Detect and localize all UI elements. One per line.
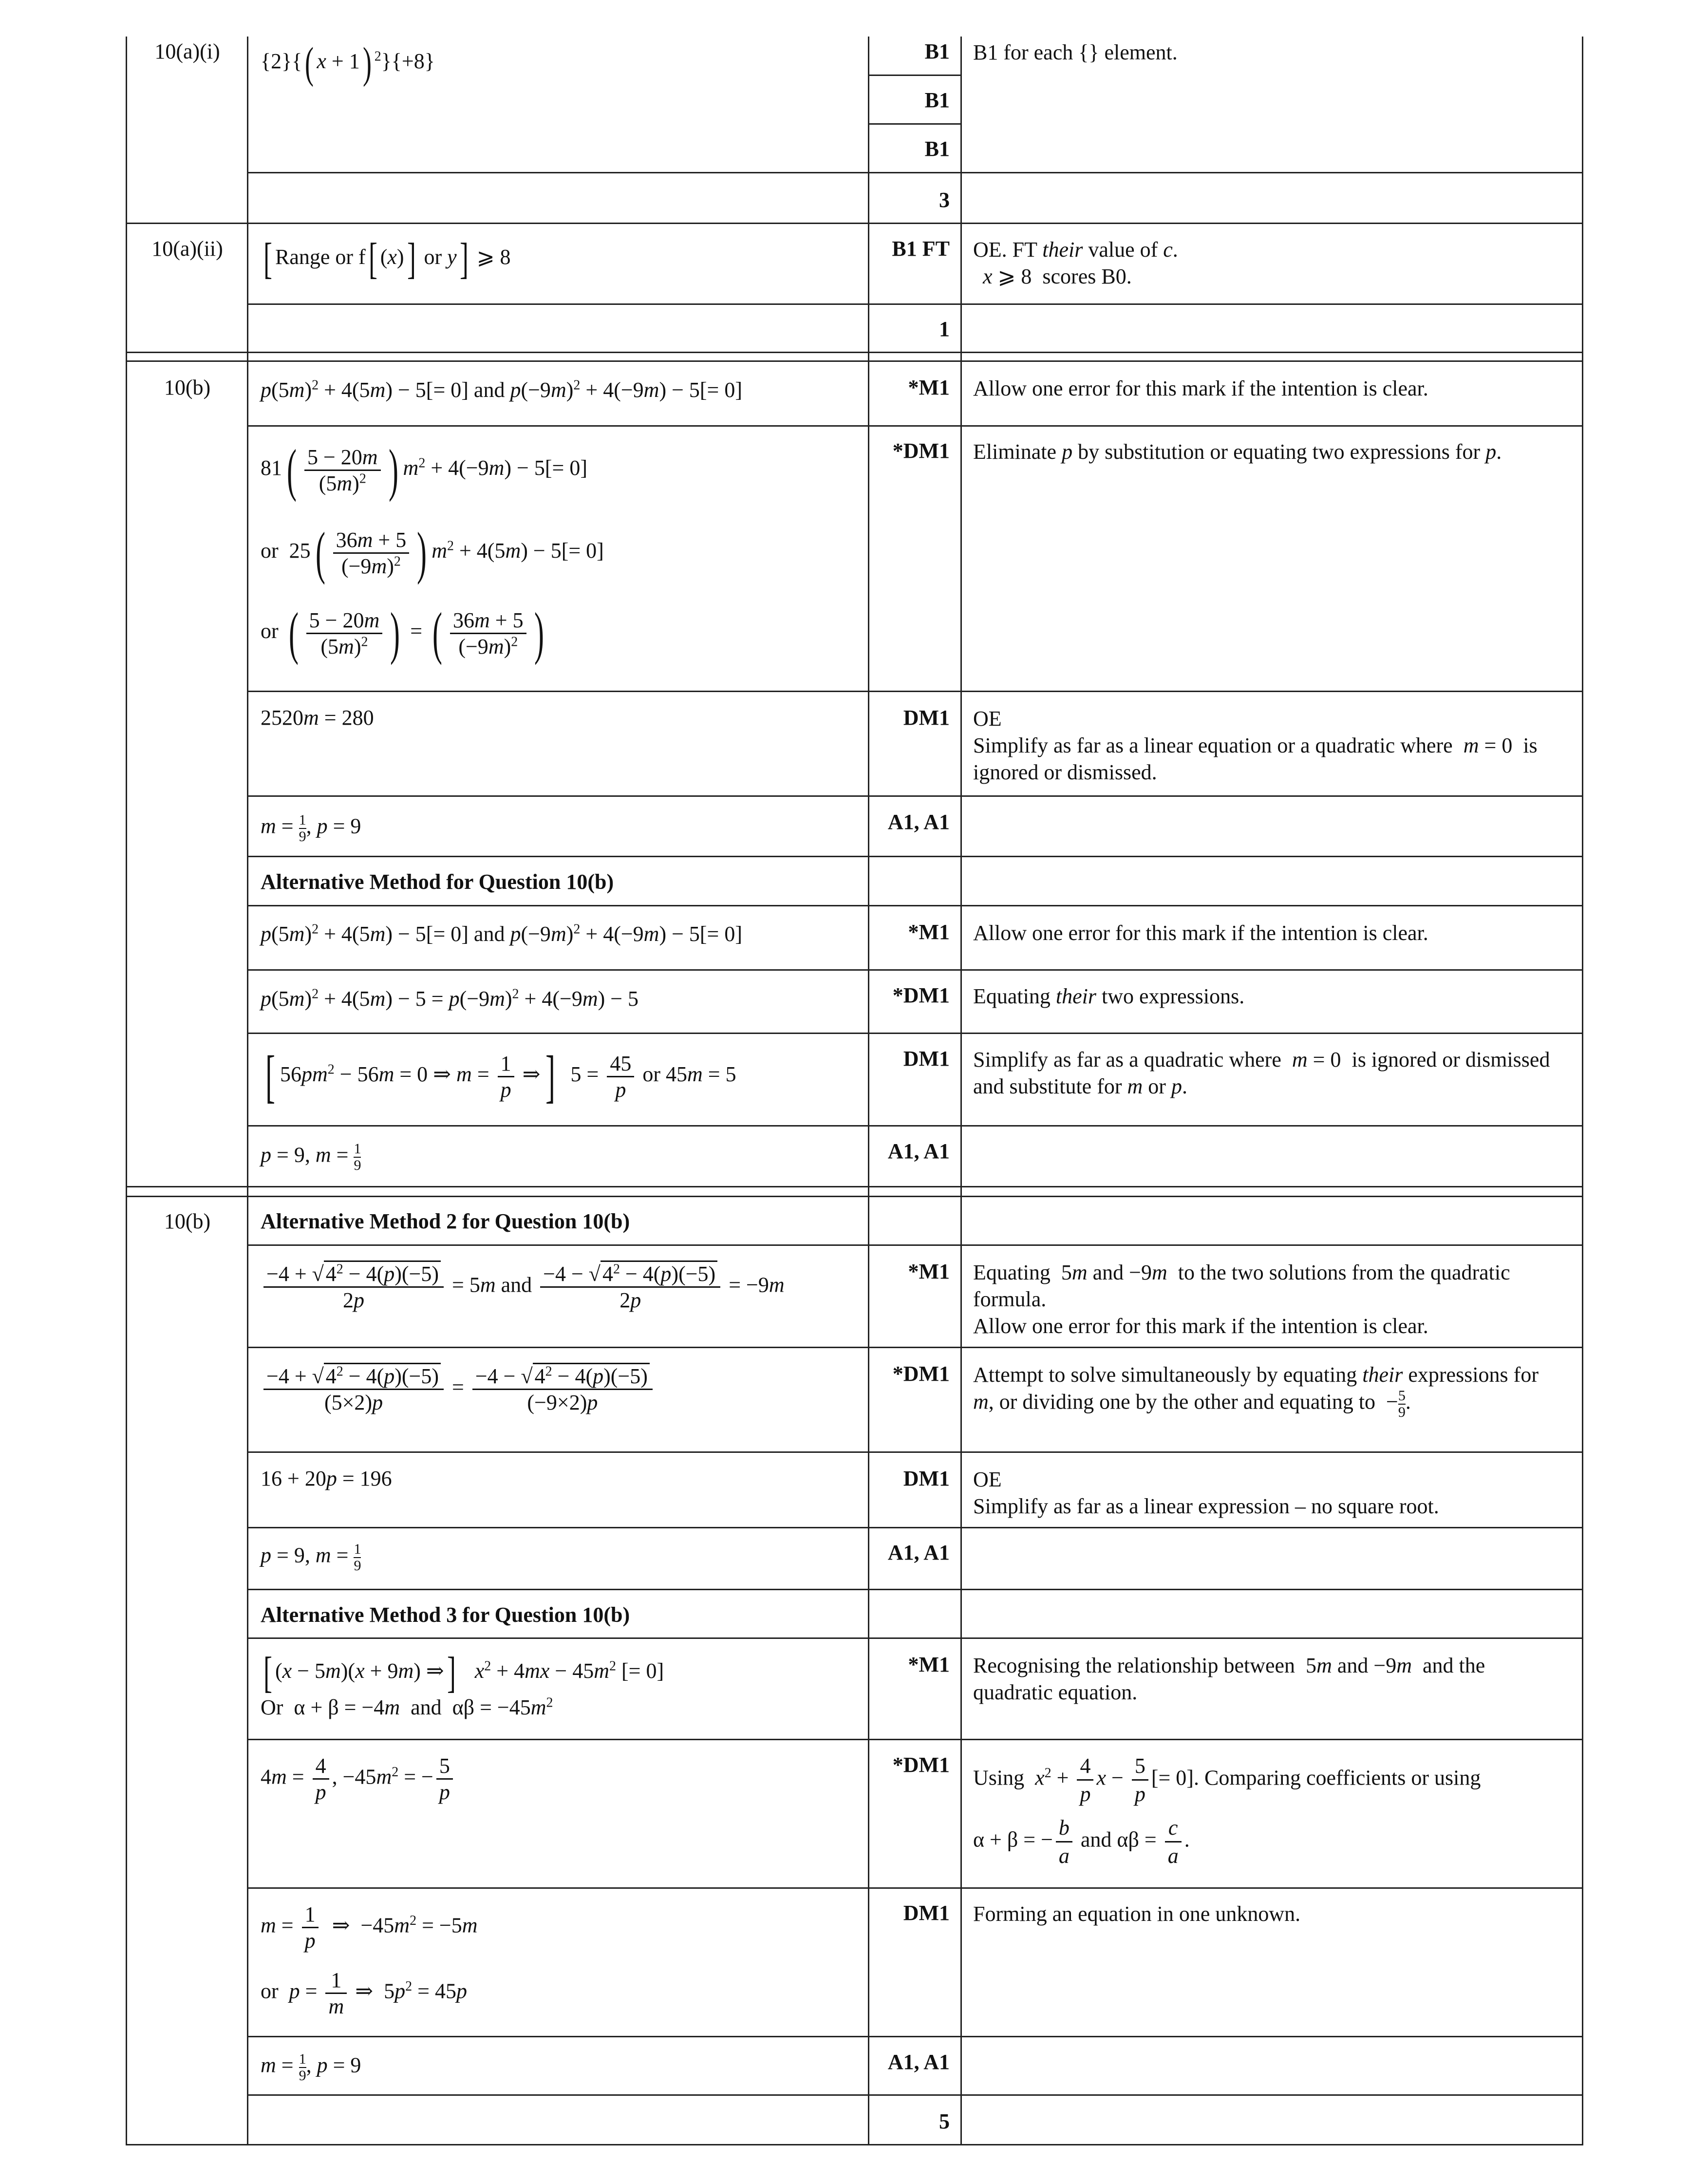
mark: A1, A1 <box>887 1139 950 1163</box>
mark: DM1 <box>903 1467 950 1490</box>
mark: A1, A1 <box>887 2050 950 2074</box>
mark-b1: B1 <box>924 39 950 63</box>
alt3-answer-r1: [ (x − 5m)(x + 9m) ⇒] $x^2 + 4mx - 45m^2$ [= 0] Or α + β = −4m and $\alpha\beta = -45m^2$ <box>261 1649 664 1719</box>
mark: DM1 <box>903 706 950 730</box>
answer-10ai: {2}{( x + 1) $^2$}{+8} <box>261 39 435 87</box>
guidance: Allow one error for this mark if the intention is clear. <box>973 921 1428 945</box>
alt2-answer-r1: $\frac{-4 + √4^2 - 4(p)(-5)}{2p}$ = 5m and $\frac{-4 - √4^2 - 4(p)(-5)}{2p}$ = −9m <box>261 1261 785 1313</box>
mark-total: 3 <box>939 188 950 212</box>
alt3-answer-r3: m = $\frac{1}{p}$ ⇒ $-45m^2 = -5m$ <box>261 1902 478 1953</box>
mark: DM1 <box>903 1901 950 1925</box>
alt2-answer-r2: $\frac{-4 + √4^2 - 4(p)(-5)}{(5\times 2)p}$ = $\frac{-4 - √4^2 - 4(p)(-5)}{(-9\times 2)p}$ <box>261 1364 656 1415</box>
guidance: Attempt to solve simultaneously by equating their expressions for m, or dividing one by the other and equating to − $\frac{5}{9}$ . <box>973 1363 1539 1420</box>
alt1-answer-r4: p = 9, m = $\frac{1}{9}$ <box>261 1141 361 1173</box>
answer-r3: 2520m = 280 <box>261 706 374 730</box>
mark: *DM1 <box>892 1753 950 1777</box>
answer-r1: $p(5m)^2 + 4(5m) - 5[= 0]$ and $p(-9m)^2 + 4(-9m) - 5[= 0]$ <box>261 377 743 402</box>
mark-total: 1 <box>939 317 950 341</box>
answer-r2-line2: or 25( $\frac{36m + 5}{(-9m)^2}$ ) $m^2 + 4(5m) - 5[= 0]$ <box>261 520 604 585</box>
alt1-answer-r2: $p(5m)^2 + 4(5m) - 5 = p(-9m)^2 + 4(-9m) - 5$ <box>261 986 639 1011</box>
alt3-answer-r4: m = $\frac{1}{9}$ , p = 9 <box>261 2051 361 2084</box>
question-label: 10(b) <box>164 376 211 399</box>
mark: *DM1 <box>892 983 950 1007</box>
alt-method-3-heading: Alternative Method 3 for Question 10(b) <box>261 1603 630 1627</box>
question-label: 10(a)(i) <box>154 39 220 63</box>
alt3-answer-r3-or: or p = $\frac{1}{m}$ ⇒ $5p^2 = 45p$ <box>261 1968 467 2018</box>
alt-method-2-heading: Alternative Method 2 for Question 10(b) <box>261 1209 630 1233</box>
guidance: OE Simplify as far as a linear equation or a quadratic where m = 0 is ignored or dismissed. <box>973 707 1538 784</box>
alt2-answer-r3: 16 + 20p = 196 <box>261 1467 392 1490</box>
guidance: Using $x^2$ + $\frac{4}{p}$ x − $\frac{5}{p}$ [= 0]. Comparing coefficients or using α + β = − $\frac{b}{a}$ and αβ = $\frac{c}{a}$ . <box>973 1752 1481 1869</box>
mark-b1: B1 <box>924 88 950 112</box>
mark: DM1 <box>903 1047 950 1071</box>
mark: *M1 <box>908 1653 950 1676</box>
mark: *DM1 <box>892 439 950 463</box>
mark-total: 5 <box>939 2109 950 2133</box>
mark: *DM1 <box>892 1362 950 1386</box>
guidance: Equating 5m and −9m to the two solutions from the quadratic formula. Allow one error for this mark if the intention is clear. <box>973 1260 1510 1338</box>
alt1-answer-r1: $p(5m)^2 + 4(5m) - 5[= 0]$ and $p(-9m)^2 + 4(-9m) - 5[= 0]$ <box>261 921 743 946</box>
alt-method-heading: Alternative Method for Question 10(b) <box>261 870 614 894</box>
mark: A1, A1 <box>887 1541 950 1564</box>
question-label: 10(a)(ii) <box>151 237 223 261</box>
alt2-answer-r4: p = 9, m = $\frac{1}{9}$ <box>261 1541 361 1574</box>
alt1-answer-r3: [ $56pm^2 - 56m = 0$ ⇒ m = $\frac{1}{p}$ ⇒] 5 = $\frac{45}{p}$ or 45m = 5 <box>265 1044 736 1109</box>
guidance: Allow one error for this mark if the intention is clear. <box>973 376 1428 400</box>
answer-r4: m = $\frac{1}{9}$ , p = 9 <box>261 812 361 845</box>
mark: *M1 <box>908 920 950 944</box>
guidance: Simplify as far as a quadratic where m = 0 is ignored or dismissed and substitute for m or p. <box>973 1048 1550 1098</box>
guidance: Eliminate p by substitution or equating two expressions for p. <box>973 440 1502 464</box>
guidance: OE. FT their value of c. x ⩾ 8 scores B0. <box>973 238 1178 288</box>
mark: *M1 <box>908 376 950 399</box>
mark-b1: B1 <box>924 137 950 161</box>
answer-r2-line3: or ( $\frac{5 - 20m}{(5m)^2}$ ) = ( $\frac{36m + 5}{(-9m)^2}$ ) <box>261 601 544 665</box>
answer-r2-line1: 81( $\frac{5 - 20m}{(5m)^2}$ ) $m^2 + 4(-9m) - 5[= 0]$ <box>261 437 587 502</box>
mark: A1, A1 <box>887 810 950 834</box>
guidance: Recognising the relationship between 5m and −9m and the quadratic equation. <box>973 1654 1485 1704</box>
guidance: Equating their two expressions. <box>973 984 1245 1008</box>
question-label: 10(b) <box>164 1209 211 1233</box>
guidance: B1 for each {} element. <box>973 40 1178 64</box>
mark-b1-ft: B1 FT <box>892 237 950 261</box>
guidance: OE Simplify as far as a linear expression – no square root. <box>973 1467 1439 1518</box>
mark: *M1 <box>908 1260 950 1283</box>
guidance: Forming an equation in one unknown. <box>973 1902 1301 1926</box>
answer-10aii: [ Range or f[ (x)] or y] ⩾ 8 <box>263 235 511 283</box>
alt3-answer-r2: 4m = $\frac{4}{p}$ , $-45m^2$ = − $\frac{5}{p}$ <box>261 1753 456 1805</box>
